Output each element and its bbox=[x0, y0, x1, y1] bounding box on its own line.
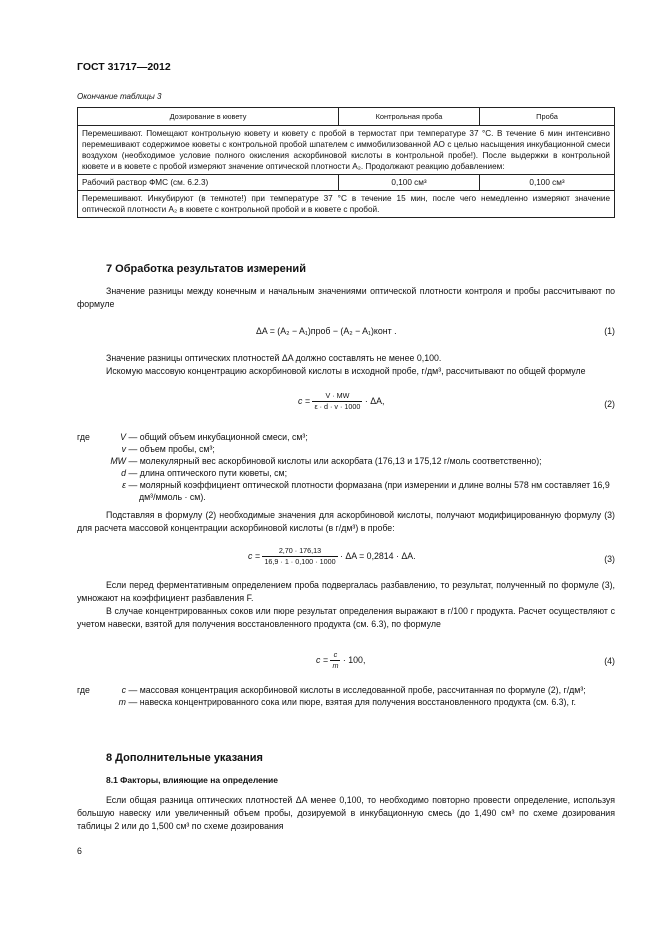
table-cell: 0,100 см³ bbox=[339, 175, 480, 191]
where-list bbox=[95, 684, 615, 708]
paragraph: Если общая разница оптических плотностей ΔA менее 0,100, то необходимо повторно провести определение, используя большую навеску или увеличенный объем пробы, дозируемой в инкубационную смесь (до 1,490 см³ по схеме дозирования таблицы 2 или до 1,500 см³ по схеме дозирования bbox=[77, 795, 615, 831]
where-item: d — длина оптического пути кюветы, см; bbox=[121, 468, 288, 478]
formula-number: (4) bbox=[604, 656, 615, 666]
table-cell: 0,100 см³ bbox=[480, 175, 615, 191]
table-note: Перемешивают. Помещают контрольную кювету и кювету с пробой в термостат при температуре 37 °С. В течение 6 мин интенсивно перемешивают содержимое кюветы с контрольной пробой шпателем с иммобилизованной АО с целью насыщения инкубационной смеси воздухом (необходимое условие полного окисления аскорбиновой кислоты в контрольной пробе!). После выдержки в контрольной кювете и в кювете с пробой измеряют значение оптической плотности A₂. Продолжают реакцию добавлением: bbox=[78, 126, 615, 175]
subsection-heading: 8.1 Факторы, влияющие на определение bbox=[106, 775, 278, 785]
paragraph: В случае концентрированных соков или пюре результат определения выражают в г/100 г продукта. Расчет осуществляют с учетом навески, взятой для получения восстановленного продукта (см. 6.3), по формуле bbox=[77, 606, 615, 629]
paragraph: Значение разницы оптических плотностей ΔA должно составлять не менее 0,100. bbox=[106, 353, 442, 363]
denominator: 16,9 · 1 · 0,100 · 1000 bbox=[264, 557, 336, 566]
formula-number: (2) bbox=[604, 399, 615, 409]
paragraph: Если перед ферментативным определением проба подвергалась разбавлению, то результат, полученный по формуле (3), умножают на коэффициент разбавления F. bbox=[77, 580, 615, 603]
formula-lhs: c = bbox=[248, 550, 260, 561]
table-row bbox=[78, 126, 615, 175]
fraction bbox=[330, 650, 340, 671]
formula-number: (1) bbox=[604, 326, 615, 336]
formula-number: (3) bbox=[604, 554, 615, 564]
table-header-row bbox=[78, 108, 615, 126]
numerator: V · MW bbox=[312, 391, 362, 402]
numerator: c bbox=[330, 650, 340, 661]
fraction bbox=[262, 546, 337, 567]
where-item: ε — молярный коэффициент оптической плотности формазана (при измерении и длине волны 578 нм составляет 16,9 дм³/ммоль · см). bbox=[122, 480, 610, 502]
formula-3 bbox=[248, 546, 416, 567]
formula-1: ΔA = (A₂ − A₁)проб − (A₂ − A₁)конт . bbox=[256, 326, 397, 336]
formula-tail: · 100, bbox=[342, 654, 366, 665]
where-item: m — навеска концентрированного сока или пюре, взятая для получения восстановленного продукта (см. 6.3), г. bbox=[118, 697, 576, 707]
denominator: ε · d · v · 1000 bbox=[314, 402, 361, 411]
document-code: ГОСТ 31717—2012 bbox=[77, 61, 171, 73]
section-heading: 8 Дополнительные указания bbox=[106, 752, 263, 764]
where-item: v — объем пробы, см³; bbox=[121, 444, 215, 454]
formula-lhs: c = bbox=[298, 395, 310, 406]
table-note: Перемешивают. Инкубируют (в темноте!) при температуре 37 °С в течение 15 мин, после чего немедленно измеряют значение оптической плотности A₂ в кювете с контрольной пробой и в кювете с пробой. bbox=[78, 191, 615, 218]
fraction bbox=[312, 391, 362, 412]
where-item: V — общий объем инкубационной смеси, см³; bbox=[120, 432, 308, 442]
table-cell: Рабочий раствор ФМС (см. 6.2.3) bbox=[78, 175, 339, 191]
formula-lhs: c = bbox=[316, 654, 328, 665]
formula-4 bbox=[316, 650, 365, 671]
denominator: m bbox=[332, 661, 339, 670]
page-number: 6 bbox=[77, 846, 82, 856]
paragraph: Искомую массовую концентрацию аскорбиновой кислоты в исходной пробе, г/дм³, рассчитывают по общей формуле bbox=[106, 366, 586, 376]
column-header: Проба bbox=[480, 108, 615, 126]
where-item: c — массовая концентрация аскорбиновой кислоты в исследованной пробе, рассчитанная по формуле (2), г/дм³; bbox=[121, 685, 586, 695]
where-lead: где bbox=[77, 685, 90, 695]
formula-2 bbox=[298, 391, 384, 412]
table-caption: Окончание таблицы 3 bbox=[77, 92, 162, 101]
numerator: 2,70 · 176,13 bbox=[262, 546, 337, 557]
dosing-table bbox=[77, 107, 615, 218]
paragraph: Подставляя в формулу (2) необходимые значения для аскорбиновой кислоты, получают модифицированную формулу (3) для расчета массовой концентрации аскорбиновой кислоты (в г/дм³) в пробе: bbox=[77, 510, 615, 533]
where-item: MW — молекулярный вес аскорбиновой кислоты или аскорбата (176,13 и 175,12 г/моль соответственно); bbox=[110, 456, 542, 466]
column-header: Дозирование в кювету bbox=[78, 108, 339, 126]
formula-tail: · ΔA, bbox=[364, 395, 385, 406]
where-lead: где bbox=[77, 432, 90, 442]
table-row bbox=[78, 175, 615, 191]
paragraph: Значение разницы между конечным и начальным значениями оптической плотности контроля и пробы рассчитывают по формуле bbox=[77, 286, 615, 309]
where-list bbox=[95, 431, 615, 503]
table-row bbox=[78, 191, 615, 218]
section-heading: 7 Обработка результатов измерений bbox=[106, 263, 306, 275]
column-header: Контрольная проба bbox=[339, 108, 480, 126]
formula-tail: · ΔA = 0,2814 · ΔA. bbox=[340, 550, 416, 561]
